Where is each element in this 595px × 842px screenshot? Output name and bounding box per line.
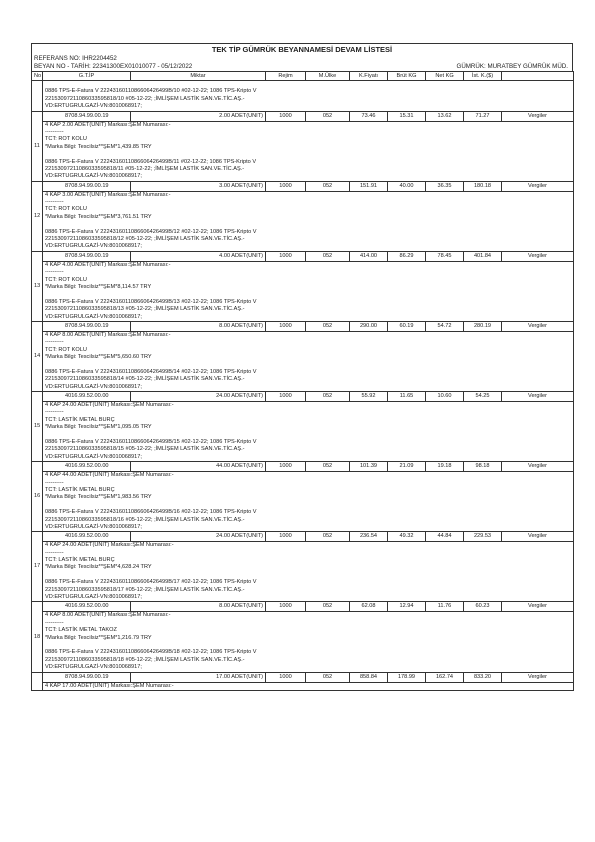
item-data-row	[32, 672, 574, 682]
taxes-cell: Vergiler	[502, 251, 574, 261]
item-description-row	[32, 612, 574, 672]
blank-line	[45, 151, 571, 158]
price-cell: 151.91	[350, 181, 388, 191]
item-number: 14	[32, 321, 43, 391]
description-lines	[45, 192, 571, 251]
description-line: *Marka Bilgi: Tescilsiz**ŞEM*1,983.56 TRY	[45, 494, 152, 501]
description-line: 22153097211086033595818/10 #05-12-22; ;İMLİŞEM LASTİK SAN.VE.TİC.AŞ.-	[45, 95, 245, 102]
description-line: 22153097211086033595818/17 #05-12-22; ;İMLİŞEM LASTİK SAN.VE.TİC.AŞ.-	[45, 586, 245, 593]
net-weight-cell: 162.74	[426, 672, 464, 682]
gtip-cell: 4016.99.52.00.00	[43, 462, 131, 472]
description-lines	[45, 612, 571, 671]
item-number: 15	[32, 392, 43, 462]
gtip-cell: 4016.99.52.00.00	[43, 392, 131, 402]
price-cell: 236.54	[350, 532, 388, 542]
gtip-cell: 8708.94.99.00.19	[43, 321, 131, 331]
description-line: ----------	[45, 619, 64, 626]
col-header-brut: Brüt KG	[388, 72, 426, 81]
item-data-row	[32, 251, 574, 261]
gtip-cell: 8708.94.99.00.19	[43, 672, 131, 682]
col-header-gtip: G.T.İP	[43, 72, 131, 81]
item-description-row	[32, 331, 574, 391]
description-line: 22153097211086033595818/13 #05-12-22; ;İMLİŞEM LASTİK SAN.VE.TİC.AŞ.-	[45, 306, 245, 313]
gross-weight-cell: 21.09	[388, 462, 426, 472]
taxes-cell: Vergiler	[502, 321, 574, 331]
description-line: TCT: LASTİK METAL TAKOZ	[45, 627, 117, 634]
description-line: 4 KAP 17.00 ADET(UNIT) Markası:ŞEM Numarası:-	[45, 682, 174, 689]
price-cell: 55.92	[350, 392, 388, 402]
reference-number-text: REFERANS NO: IHR2204452	[34, 55, 117, 62]
item-data-row	[32, 602, 574, 612]
description-lines	[45, 122, 571, 181]
goods-table	[31, 71, 574, 691]
description-line: 4 KAP 24.00 ADET(UNIT) Markası:ŞEM Numarası:-	[45, 542, 174, 549]
description-line: *Marka Bilgi: Tescilsiz**ŞEM*1,439.85 TRY	[45, 143, 152, 150]
item-data-row	[32, 111, 574, 121]
taxes-cell: Vergiler	[502, 392, 574, 402]
gross-weight-cell: 86.29	[388, 251, 426, 261]
description-line: 22153097211086033595818/18 #05-12-22; ;İMLİŞEM LASTİK SAN.VE.TİC.AŞ.-	[45, 656, 245, 663]
net-weight-cell: 11.76	[426, 602, 464, 612]
description-line: ----------	[45, 549, 64, 556]
item-number: 12	[32, 181, 43, 251]
description-line: ----------	[45, 479, 64, 486]
description-lines	[45, 472, 571, 531]
item-description	[43, 682, 574, 690]
blank-line	[45, 291, 571, 298]
description-line: 0886 TPS-E-Fatura V 2224316011086606426499B/15 #02-12-22; 1086 TPS-Kripto V	[45, 439, 257, 446]
blank-line	[45, 502, 571, 509]
description-line: TCT: ROT KOLU	[45, 206, 87, 213]
customs-office: GÜMRÜK: MURATBEY GÜMRÜK MÜD.	[456, 63, 568, 70]
description-line: 4 KAP 44.00 ADET(UNIT) Markası:ŞEM Numarası:-	[45, 472, 174, 479]
description-line: 0886 TPS-E-Fatura V 2224316011086606426499B/18 #02-12-22; 1086 TPS-Kripto V	[45, 649, 257, 656]
net-weight-cell: 54.72	[426, 321, 464, 331]
col-header-miktar: Miktar	[131, 72, 266, 81]
reference-number	[31, 55, 573, 63]
description-line: 0886 TPS-E-Fatura V 2224316011086606426499B/10 #02-12-22; 1086 TPS-Kripto V	[45, 88, 257, 95]
description-line: VD:ERTUGRULGAZİ-VN:8010068917;	[45, 383, 142, 390]
description-line: ----------	[45, 199, 64, 206]
gtip-cell: 4016.99.52.00.00	[43, 532, 131, 542]
description-line: *Marka Bilgi: Tescilsiz**ŞEM*1,216.79 TRY	[45, 634, 152, 641]
item-description-row	[32, 121, 574, 181]
description-line: VD:ERTUGRULGAZİ-VN:8010068917;	[45, 313, 142, 320]
item-data-row	[32, 181, 574, 191]
country-cell: 052	[306, 181, 350, 191]
gtip-cell: 8708.94.99.00.19	[43, 251, 131, 261]
price-cell: 62.08	[350, 602, 388, 612]
quantity-cell: 8.00 ADET(UNIT)	[131, 321, 266, 331]
gross-weight-cell: 60.19	[388, 321, 426, 331]
col-header-ulke: M.Ülke	[306, 72, 350, 81]
price-cell: 858.84	[350, 672, 388, 682]
net-weight-cell: 10.60	[426, 392, 464, 402]
net-weight-cell: 13.62	[426, 111, 464, 121]
statistical-value-cell: 833.20	[464, 672, 502, 682]
description-line: TCT: ROT KOLU	[45, 276, 87, 283]
quantity-cell: 17.00 ADET(UNIT)	[131, 672, 266, 682]
col-header-ist: İst. K.($)	[464, 72, 502, 81]
item-description	[43, 121, 574, 181]
quantity-cell: 3.00 ADET(UNIT)	[131, 181, 266, 191]
country-cell: 052	[306, 672, 350, 682]
table-body	[32, 81, 574, 691]
country-cell: 052	[306, 251, 350, 261]
price-cell: 290.00	[350, 321, 388, 331]
description-line: VD:ERTUGRULGAZİ-VN:8010068917;	[45, 664, 142, 671]
description-line: *Marka Bilgi: Tescilsiz**ŞEM*8,114.57 TRY	[45, 283, 152, 290]
description-line: *Marka Bilgi: Tescilsiz**ŞEM*1,095.05 TRY	[45, 424, 152, 431]
item-description	[43, 472, 574, 532]
table-header-row	[32, 72, 574, 81]
description-lines	[45, 542, 571, 601]
price-cell: 101.39	[350, 462, 388, 472]
declaration-number	[31, 63, 573, 71]
statistical-value-cell: 180.18	[464, 181, 502, 191]
statistical-value-cell: 401.84	[464, 251, 502, 261]
regime-cell: 1000	[266, 532, 306, 542]
carry-over-description	[43, 81, 574, 112]
declaration-page	[31, 43, 573, 691]
description-line: *Marka Bilgi: Tescilsiz**ŞEM*5,650.60 TRY	[45, 354, 152, 361]
item-description	[43, 261, 574, 321]
description-lines	[45, 683, 571, 690]
gross-weight-cell: 11.65	[388, 392, 426, 402]
item-data-row	[32, 462, 574, 472]
item-description-row	[32, 191, 574, 251]
description-line: TCT: LASTİK METAL BURÇ	[45, 416, 115, 423]
description-line: TCT: LASTİK METAL BURÇ	[45, 486, 115, 493]
country-cell: 052	[306, 392, 350, 402]
description-line: 22153097211086033595818/15 #05-12-22; ;İMLİŞEM LASTİK SAN.VE.TİC.AŞ.-	[45, 446, 245, 453]
net-weight-cell: 44.84	[426, 532, 464, 542]
item-description	[43, 542, 574, 602]
document-title: TEK TİP GÜMRÜK BEYANNAMESİ DEVAM LİSTESİ	[31, 43, 573, 55]
description-line: 22153097211086033595818/12 #05-12-22; ;İMLİŞEM LASTİK SAN.VE.TİC.AŞ.-	[45, 236, 245, 243]
country-cell: 052	[306, 602, 350, 612]
price-cell: 414.00	[350, 251, 388, 261]
description-line: 0886 TPS-E-Fatura V 2224316011086606426499B/11 #02-12-22; 1086 TPS-Kripto V	[45, 158, 257, 165]
regime-cell: 1000	[266, 462, 306, 472]
description-lines	[45, 262, 571, 321]
description-line: 0886 TPS-E-Fatura V 2224316011086606426499B/17 #02-12-22; 1086 TPS-Kripto V	[45, 579, 257, 586]
statistical-value-cell: 280.19	[464, 321, 502, 331]
item-number: 13	[32, 251, 43, 321]
description-line: *Marka Bilgi: Tescilsiz**ŞEM*3,761.51 TRY	[45, 213, 152, 220]
description-line: VD:ERTUGRULGAZİ-VN:8010068917;	[45, 173, 142, 180]
net-weight-cell: 19.18	[426, 462, 464, 472]
country-cell: 052	[306, 321, 350, 331]
col-header-kfiyat: K.Fiyatı	[350, 72, 388, 81]
gross-weight-cell: 40.00	[388, 181, 426, 191]
gross-weight-cell: 12.94	[388, 602, 426, 612]
description-line: VD:ERTUGRULGAZİ-VN:8010068917;	[45, 243, 142, 250]
gtip-cell: 8708.94.99.00.19	[43, 111, 131, 121]
gross-weight-cell: 49.32	[388, 532, 426, 542]
net-weight-cell: 78.45	[426, 251, 464, 261]
regime-cell: 1000	[266, 111, 306, 121]
item-number: 17	[32, 532, 43, 602]
description-line: 22153097211086033595818/11 #05-12-22; ;İMLİŞEM LASTİK SAN.VE.TİC.AŞ.-	[45, 165, 245, 172]
carry-over-no	[32, 81, 43, 112]
item-number: 18	[32, 602, 43, 672]
description-line: 0886 TPS-E-Fatura V 2224316011086606426499B/14 #02-12-22; 1086 TPS-Kripto V	[45, 368, 257, 375]
statistical-value-cell: 60.23	[464, 602, 502, 612]
description-line: 4 KAP 2.00 ADET(UNIT) Markası:ŞEM Numarası:-	[45, 121, 171, 128]
item-description-row	[32, 402, 574, 462]
description-line: 22153097211086033595818/14 #05-12-22; ;İMLİŞEM LASTİK SAN.VE.TİC.AŞ.-	[45, 376, 245, 383]
taxes-cell: Vergiler	[502, 111, 574, 121]
blank-line	[45, 221, 571, 228]
regime-cell: 1000	[266, 392, 306, 402]
country-cell: 052	[306, 462, 350, 472]
description-line: TCT: ROT KOLU	[45, 136, 87, 143]
gross-weight-cell: 178.99	[388, 672, 426, 682]
item-data-row	[32, 321, 574, 331]
col-header-net: Net KG	[426, 72, 464, 81]
quantity-cell: 8.00 ADET(UNIT)	[131, 602, 266, 612]
item-description-row	[32, 542, 574, 602]
description-lines	[45, 332, 571, 391]
taxes-cell: Vergiler	[502, 462, 574, 472]
description-line: ----------	[45, 128, 64, 135]
taxes-cell: Vergiler	[502, 602, 574, 612]
statistical-value-cell: 71.27	[464, 111, 502, 121]
blank-line	[45, 432, 571, 439]
blank-line	[45, 81, 571, 88]
regime-cell: 1000	[266, 251, 306, 261]
quantity-cell: 44.00 ADET(UNIT)	[131, 462, 266, 472]
country-cell: 052	[306, 111, 350, 121]
description-line: ----------	[45, 339, 64, 346]
carry-over-row	[32, 81, 574, 112]
col-header-rejim: Rejim	[266, 72, 306, 81]
description-line: 4 KAP 8.00 ADET(UNIT) Markası:ŞEM Numarası:-	[45, 331, 171, 338]
quantity-cell: 4.00 ADET(UNIT)	[131, 251, 266, 261]
regime-cell: 1000	[266, 672, 306, 682]
blank-line	[45, 642, 571, 649]
description-line: TCT: LASTİK METAL BURÇ	[45, 557, 115, 564]
item-description-row	[32, 682, 574, 690]
item-description	[43, 331, 574, 391]
country-cell: 052	[306, 532, 350, 542]
regime-cell: 1000	[266, 181, 306, 191]
item-data-row	[32, 532, 574, 542]
item-description-row	[32, 261, 574, 321]
item-data-row	[32, 392, 574, 402]
gtip-cell: 4016.99.52.00.00	[43, 602, 131, 612]
description-line: 0886 TPS-E-Fatura V 2224316011086606426499B/16 #02-12-22; 1086 TPS-Kripto V	[45, 509, 257, 516]
price-cell: 73.46	[350, 111, 388, 121]
description-line: 4 KAP 3.00 ADET(UNIT) Markası:ŞEM Numarası:-	[45, 191, 171, 198]
description-line: 22153097211086033595818/16 #05-12-22; ;İMLİŞEM LASTİK SAN.VE.TİC.AŞ.-	[45, 516, 245, 523]
description-line: 4 KAP 4.00 ADET(UNIT) Markası:ŞEM Numarası:-	[45, 261, 171, 268]
item-description	[43, 612, 574, 672]
regime-cell: 1000	[266, 321, 306, 331]
statistical-value-cell: 98.18	[464, 462, 502, 472]
gtip-cell: 8708.94.99.00.19	[43, 181, 131, 191]
gross-weight-cell: 15.31	[388, 111, 426, 121]
col-header-blank	[502, 72, 574, 81]
description-line: TCT: ROT KOLU	[45, 346, 87, 353]
description-line: 4 KAP 8.00 ADET(UNIT) Markası:ŞEM Numarası:-	[45, 612, 171, 619]
item-description-row	[32, 472, 574, 532]
description-line: VD:ERTUGRULGAZİ-VN:8010068917;	[45, 523, 142, 530]
quantity-cell: 24.00 ADET(UNIT)	[131, 532, 266, 542]
quantity-cell: 24.00 ADET(UNIT)	[131, 392, 266, 402]
item-number: 16	[32, 462, 43, 532]
statistical-value-cell: 54.25	[464, 392, 502, 402]
regime-cell: 1000	[266, 602, 306, 612]
description-line: 0886 TPS-E-Fatura V 2224316011086606426499B/12 #02-12-22; 1086 TPS-Kripto V	[45, 228, 257, 235]
description-line: VD:ERTUGRULGAZİ-VN:8010068917;	[45, 453, 142, 460]
description-line: VD:ERTUGRULGAZİ-VN:8010068917;	[45, 594, 142, 601]
quantity-cell: 2.00 ADET(UNIT)	[131, 111, 266, 121]
item-description	[43, 402, 574, 462]
carry-over-lines	[45, 81, 571, 111]
blank-line	[45, 362, 571, 369]
col-header-no: No	[32, 72, 43, 81]
declaration-number-text: BEYAN NO - TARİH: 22341300EX01010077 - 05/12/2022	[34, 63, 193, 70]
description-line: 4 KAP 24.00 ADET(UNIT) Markası:ŞEM Numarası:-	[45, 402, 174, 409]
net-weight-cell: 36.35	[426, 181, 464, 191]
blank-line	[45, 572, 571, 579]
description-line: ----------	[45, 409, 64, 416]
item-number	[32, 672, 43, 690]
description-line: 0886 TPS-E-Fatura V 2224316011086606426499B/13 #02-12-22; 1086 TPS-Kripto V	[45, 298, 257, 305]
taxes-cell: Vergiler	[502, 181, 574, 191]
description-line: *Marka Bilgi: Tescilsiz**ŞEM*4,628.24 TRY	[45, 564, 152, 571]
description-lines	[45, 402, 571, 461]
item-description	[43, 191, 574, 251]
statistical-value-cell: 229.53	[464, 532, 502, 542]
description-line: VD:ERTUGRULGAZİ-VN:8010068917;	[45, 103, 142, 110]
description-line: ----------	[45, 269, 64, 276]
taxes-cell: Vergiler	[502, 672, 574, 682]
taxes-cell: Vergiler	[502, 532, 574, 542]
item-number: 11	[32, 111, 43, 181]
